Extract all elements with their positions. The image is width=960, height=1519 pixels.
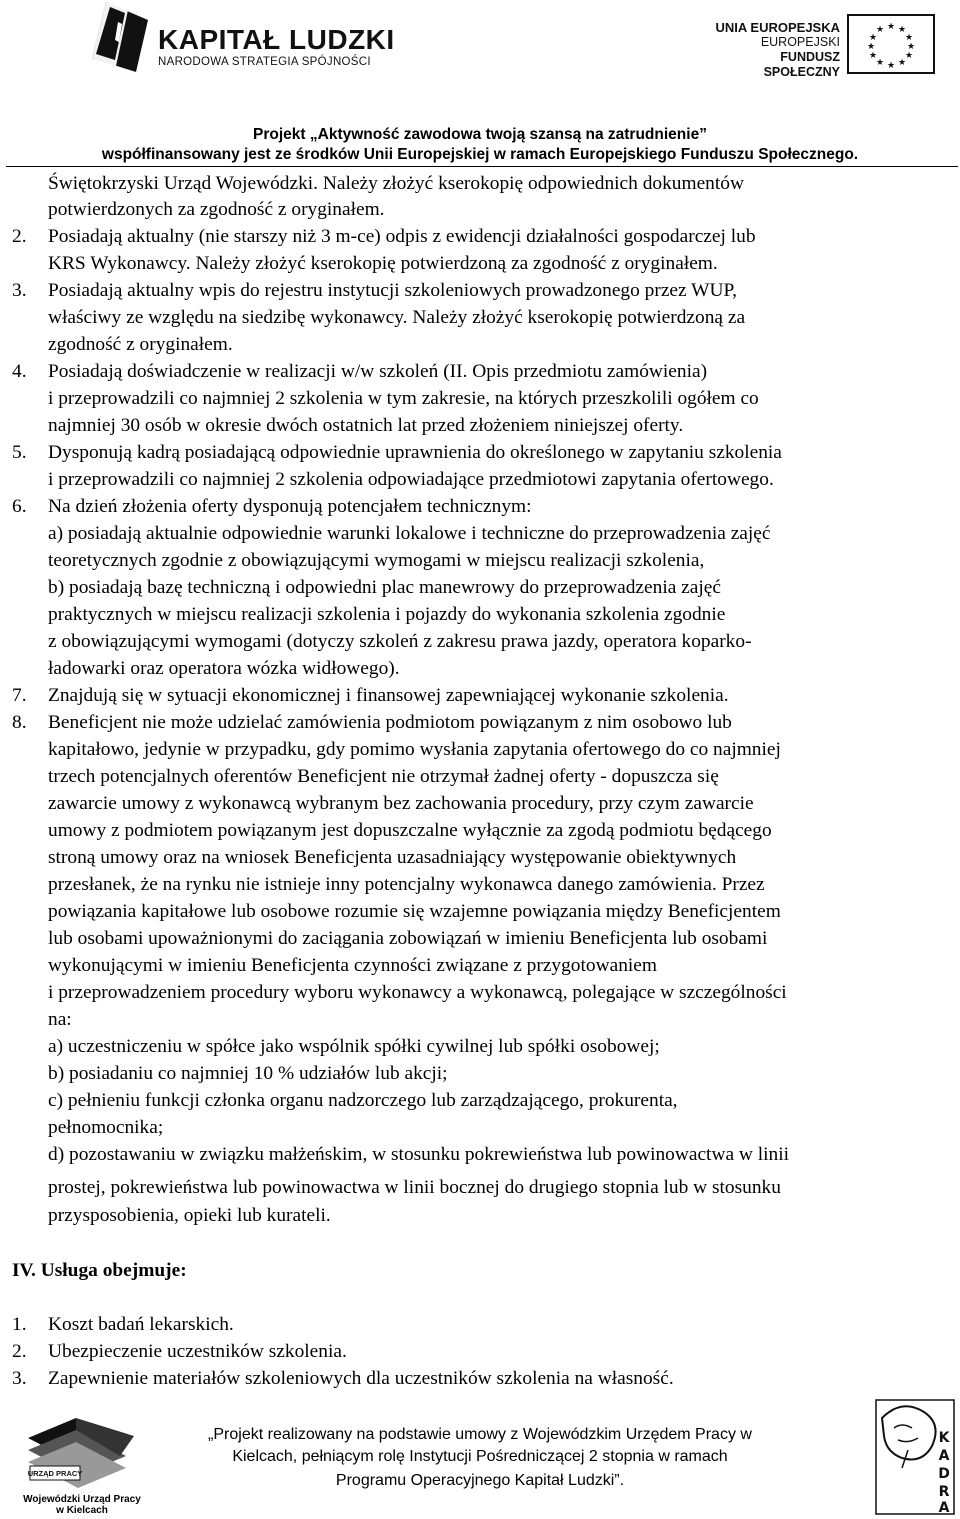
text-line: potwierdzonych za zgodność z oryginałem.: [48, 199, 385, 220]
service-item: Koszt badań lekarskich.: [48, 1314, 234, 1335]
text-line: Znajdują się w sytuacji ekonomicznej i finansowej zapewniającej wykonanie szkolenia.: [48, 685, 729, 706]
text-line: praktycznych w miejscu realizacji szkolenia i pojazdy do wykonania szkolenia zgodnie: [48, 604, 726, 625]
list-number: 7.: [12, 685, 27, 706]
text-line: i przeprowadzili co najmniej 2 szkolenia odpowiadające przedmiotowi zapytania ofertowego.: [48, 469, 774, 490]
text-line: umowy z podmiotem powiązanym jest dopuszczalne wyłącznie za zgodą podmiotu będącego: [48, 820, 772, 841]
eu-flag-icon: [847, 14, 935, 74]
svg-text:★: ★: [886, 22, 896, 32]
section-heading: IV. Usługa obejmuje:: [12, 1260, 187, 1281]
text-line: c) pełnieniu funkcji członka organu nadzorczego lub zarządzającego, prokurenta,: [48, 1090, 678, 1111]
svg-text:★: ★: [897, 58, 907, 68]
eu-text-block: [704, 20, 840, 80]
svg-text:★: ★: [904, 51, 914, 61]
eu-line-3: FUNDUSZ SPOŁECZNY: [763, 50, 840, 79]
list-number: 4.: [12, 361, 27, 382]
text-line: lub osobami upoważnionymi do zaciągania zobowiązań w imieniu Beneficjenta lub osobami: [48, 928, 768, 949]
text-line: a) posiadają aktualnie odpowiednie warunki lokalowe i techniczne do przeprowadzenia zajęć: [48, 523, 771, 544]
text-line: b) posiadaniu co najmniej 10 % udziałów lub akcji;: [48, 1063, 448, 1084]
text-line: zawarcie umowy z wykonawcą wybranym bez zachowania procedury, przy czym zawarcie: [48, 793, 754, 814]
list-number: 3.: [12, 280, 27, 301]
eu-line-2: EUROPEJSKI: [760, 35, 840, 49]
eu-line-1: UNIA EUROPEJSKA: [715, 20, 840, 35]
text-line: zgodność z oryginałem.: [48, 334, 233, 355]
wup-name-line-1: Wojewódzki Urząd Pracy: [23, 1494, 141, 1505]
svg-text:★: ★: [868, 33, 878, 43]
kadra-logo-icon: [872, 1398, 956, 1516]
service-number: 3.: [12, 1368, 27, 1389]
text-line: Beneficjent nie może udzielać zamówienia podmiotom powiązanym z nim osobowo lub: [48, 712, 732, 733]
header-divider: [6, 166, 958, 167]
text-line: d) pozostawaniu w związku małżeńskim, w stosunku pokrewieństwa lub powinowactwa w linii: [48, 1144, 790, 1165]
text-line: Dysponują kadrą posiadającą odpowiednie uprawnienia do określonego w zapytaniu szkolenia: [48, 442, 782, 463]
svg-text:★: ★: [886, 61, 896, 71]
list-number: 6.: [12, 496, 27, 517]
text-line: i przeprowadzeniem procedury wyboru wykonawcy a wykonawcą, polegające w szczególności: [48, 982, 787, 1003]
list-number: 5.: [12, 442, 27, 463]
service-item: Zapewnienie materiałów szkoleniowych dla uczestników szkolenia na własność.: [48, 1368, 674, 1389]
svg-text:★: ★: [875, 25, 885, 35]
kadra-letter: A: [938, 1500, 950, 1516]
text-line: powiązania kapitałowe lub osobowe rozumie się wzajemne powiązania między Beneficjentem: [48, 901, 781, 922]
text-line: KRS Wykonawcy. Należy złożyć kserokopię potwierdzoną za zgodność z oryginałem.: [48, 253, 718, 274]
svg-text:★: ★: [904, 33, 914, 43]
kadra-letter: D: [938, 1466, 950, 1482]
text-line: ładowarki oraz operatora wózka widłowego).: [48, 658, 400, 679]
page-header: [0, 0, 960, 168]
text-line: Posiadają aktualny (nie starszy niż 3 m-ce) odpis z ewidencji działalności gospodarczej lub: [48, 226, 756, 247]
project-title-line: Projekt „Aktywność zawodowa twoją szansą na zatrudnienie”: [253, 126, 707, 143]
text-line: pełnomocnika;: [48, 1117, 164, 1138]
text-line: Posiadają aktualny wpis do rejestru instytucji szkoleniowych prowadzonego przez WUP,: [48, 280, 737, 301]
text-line: kapitałowo, jedynie w przypadku, gdy pomimo wysłania zapytania ofertowego do co najmniej: [48, 739, 781, 760]
service-number: 1.: [12, 1314, 27, 1335]
wup-name: [12, 1494, 152, 1516]
text-line: właściwy ze względu na siedzibę wykonawcy. Należy złożyć kserokopię potwierdzoną za: [48, 307, 746, 328]
text-line: i przeprowadzili co najmniej 2 szkolenia w tym zakresie, na których przeszkolili ogółem co: [48, 388, 759, 409]
text-line: a) uczestniczeniu w spółce jako wspólnik spółki cywilnej lub spółki osobowej;: [48, 1036, 660, 1057]
wup-name-line-2: w Kielcach: [56, 1505, 108, 1516]
svg-text:★: ★: [868, 51, 878, 61]
text-line: na:: [48, 1009, 72, 1030]
svg-text:★: ★: [897, 25, 907, 35]
text-line: teoretycznych zgodnie z obowiązującymi wymogami w miejscu realizacji szkolenia,: [48, 550, 705, 571]
text-line: z obowiązującymi wymogami (dotyczy szkoleń z zakresu prawa jazdy, operatora koparko-: [48, 631, 752, 652]
kapital-ludzki-subtitle: NARODOWA STRATEGIA SPÓJNOŚCI: [158, 56, 371, 68]
footer-line-3: Programu Operacyjnego Kapitał Ludzki”.: [335, 1472, 625, 1489]
footer-line-2: Kielcach, pełniącym rolę Instytucji Pośredniczącej 2 stopnia w ramach: [232, 1448, 728, 1465]
text-line: trzech potencjalnych oferentów Beneficjent nie otrzymał żadnej oferty - dopuszcza się: [48, 766, 719, 787]
text-line: Na dzień złożenia oferty dysponują potencjałem technicznym:: [48, 496, 532, 517]
list-number: 2.: [12, 226, 27, 247]
text-line: najmniej 30 osób w okresie dwóch ostatnich lat przed złożeniem niniejszej oferty.: [48, 415, 684, 436]
project-funding-line: współfinansowany jest ze środków Unii Europejskiej w ramach Europejskiego Funduszu Społecznego.: [101, 146, 859, 163]
footer-line-1: „Projekt realizowany na podstawie umowy z Wojewódzkim Urzędem Pracy w: [208, 1426, 752, 1443]
text-line: prostej, pokrewieństwa lub powinowactwa w linii bocznej do drugiego stopnia lub w stosunku: [48, 1177, 781, 1198]
svg-text:★: ★: [906, 42, 916, 52]
kadra-letter: R: [938, 1484, 950, 1500]
svg-text:★: ★: [866, 42, 876, 52]
text-line: przysposobienia, opieki lub kurateli.: [48, 1205, 331, 1226]
text-line: Świętokrzyski Urząd Wojewódzki. Należy złożyć kserokopię odpowiednich dokumentów: [48, 173, 744, 194]
kapital-ludzki-title: KAPITAŁ LUDZKI: [158, 24, 395, 55]
text-line: stroną umowy oraz na wniosek Beneficjenta uzasadniający występowanie obiektywnych: [48, 847, 737, 868]
text-line: przesłanek, że na rynku nie istnieje inny potencjalny wykonawca danego zamówienia. Przez: [48, 874, 765, 895]
list-number: 8.: [12, 712, 27, 733]
svg-text:★: ★: [875, 58, 885, 68]
wup-badge-text: URZĄD PRACY: [27, 1469, 83, 1478]
service-item: Ubezpieczenie uczestników szkolenia.: [48, 1341, 347, 1362]
service-number: 2.: [12, 1341, 27, 1362]
text-line: b) posiadają bazę techniczną i odpowiedni plac manewrowy do przeprowadzenia zajęć: [48, 577, 721, 598]
kadra-letter: K: [938, 1430, 950, 1446]
kadra-letter: A: [938, 1448, 950, 1464]
kapital-ludzki-logo-icon: [92, 2, 154, 72]
text-line: Posiadają doświadczenie w realizacji w/w szkoleń (II. Opis przedmiotu zamówienia): [48, 361, 708, 382]
text-line: wykonującymi w imieniu Beneficjenta czynności związane z przygotowaniem: [48, 955, 657, 976]
